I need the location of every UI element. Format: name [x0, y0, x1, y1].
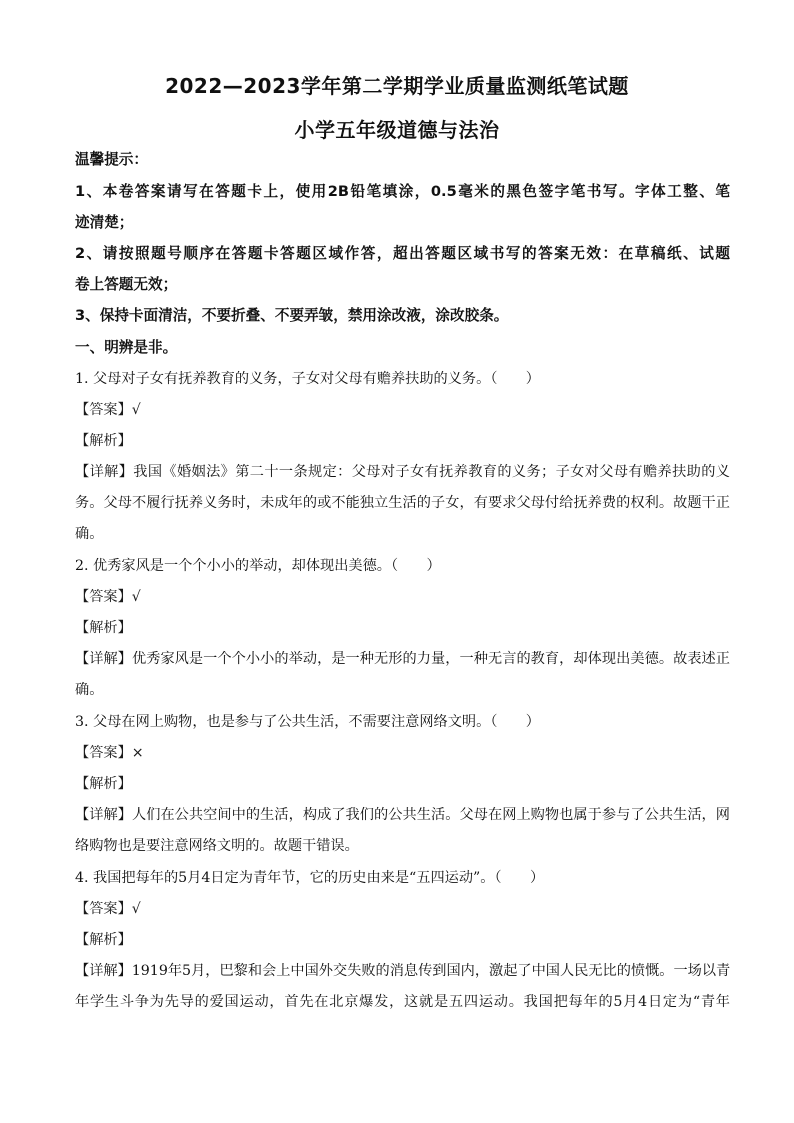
tip-1-line-2: 迹清楚； — [75, 214, 134, 231]
question-2-text: 2. 优秀家风是一个个小小的举动，却体现出美德。（ ） — [75, 558, 441, 574]
question-2-analysis-label: 【解析】 — [75, 620, 132, 636]
question-2-answer: 【答案】√ — [75, 589, 141, 605]
question-3-detail-line-2: 络购物也是要注意网络文明的。故题干错误。 — [75, 838, 359, 854]
section-1-heading: 一、明辨是非。 — [75, 339, 178, 356]
question-1-answer: 【答案】√ — [75, 402, 141, 418]
question-2-detail-line-2: 确。 — [75, 682, 104, 698]
tips-heading: 温馨提示： — [75, 151, 148, 168]
tip-1-line-1: 1、本卷答案请写在答题卡上，使用2B铅笔填涂，0.5毫米的黑色签字笔书写。字体工整、笔 — [75, 183, 730, 200]
question-4-detail-line-1: 【详解】1919年5月，巴黎和会上中国外交失败的消息传到国内，激起了中国人民无比的愤慨。一场以青 — [75, 963, 731, 979]
question-1-detail-line-1: 【详解】我国《婚姻法》第二十一条规定：父母对子女有抚养教育的义务；子女对父母有赡养扶助的义 — [75, 464, 730, 480]
question-3-detail-line-1: 【详解】人们在公共空间中的生活，构成了我们的公共生活。父母在网上购物也属于参与了公共生活，网 — [75, 807, 730, 823]
question-3-text: 3. 父母在网上购物，也是参与了公共生活，不需要注意网络文明。（ ） — [75, 714, 540, 730]
question-4-answer: 【答案】√ — [75, 901, 141, 917]
question-3-answer: 【答案】× — [75, 745, 144, 761]
exam-subtitle: 小学五年级道德与法治 — [294, 118, 500, 142]
question-2-detail-line-1: 【详解】优秀家风是一个个小小的举动，是一种无形的力量，一种无言的教育，却体现出美德。故表述正 — [75, 651, 730, 667]
question-4-detail-line-2: 年学生斗争为先导的爱国运动，首先在北京爆发，这就是五四运动。我国把每年的5月4日定为“青年 — [75, 994, 730, 1010]
question-4-text: 4. 我国把每年的5月4日定为青年节，它的历史由来是“五四运动”。（ ） — [75, 870, 545, 886]
tip-2-line-1: 2、请按照题号顺序在答题卡答题区域作答，超出答题区域书写的答案无效：在草稿纸、试题 — [75, 245, 730, 262]
question-1-analysis-label: 【解析】 — [75, 433, 132, 449]
question-1-detail-line-3: 确。 — [75, 526, 104, 542]
exam-title: 2022—2023学年第二学期学业质量监测纸笔试题 — [165, 74, 629, 98]
question-1-text: 1. 父母对子女有抚养教育的义务，子女对父母有赡养扶助的义务。（ ） — [75, 371, 540, 387]
question-4-analysis-label: 【解析】 — [75, 932, 132, 948]
question-3-analysis-label: 【解析】 — [75, 776, 132, 792]
tip-2-line-2: 卷上答题无效； — [75, 276, 178, 293]
question-1-detail-line-2: 务。父母不履行抚养义务时，未成年的或不能独立生活的子女，有要求父母付给抚养费的权利。故题干正 — [75, 495, 730, 511]
tip-3: 3、保持卡面清洁，不要折叠、不要弄皱，禁用涂改液，涂改胶条。 — [75, 307, 509, 324]
